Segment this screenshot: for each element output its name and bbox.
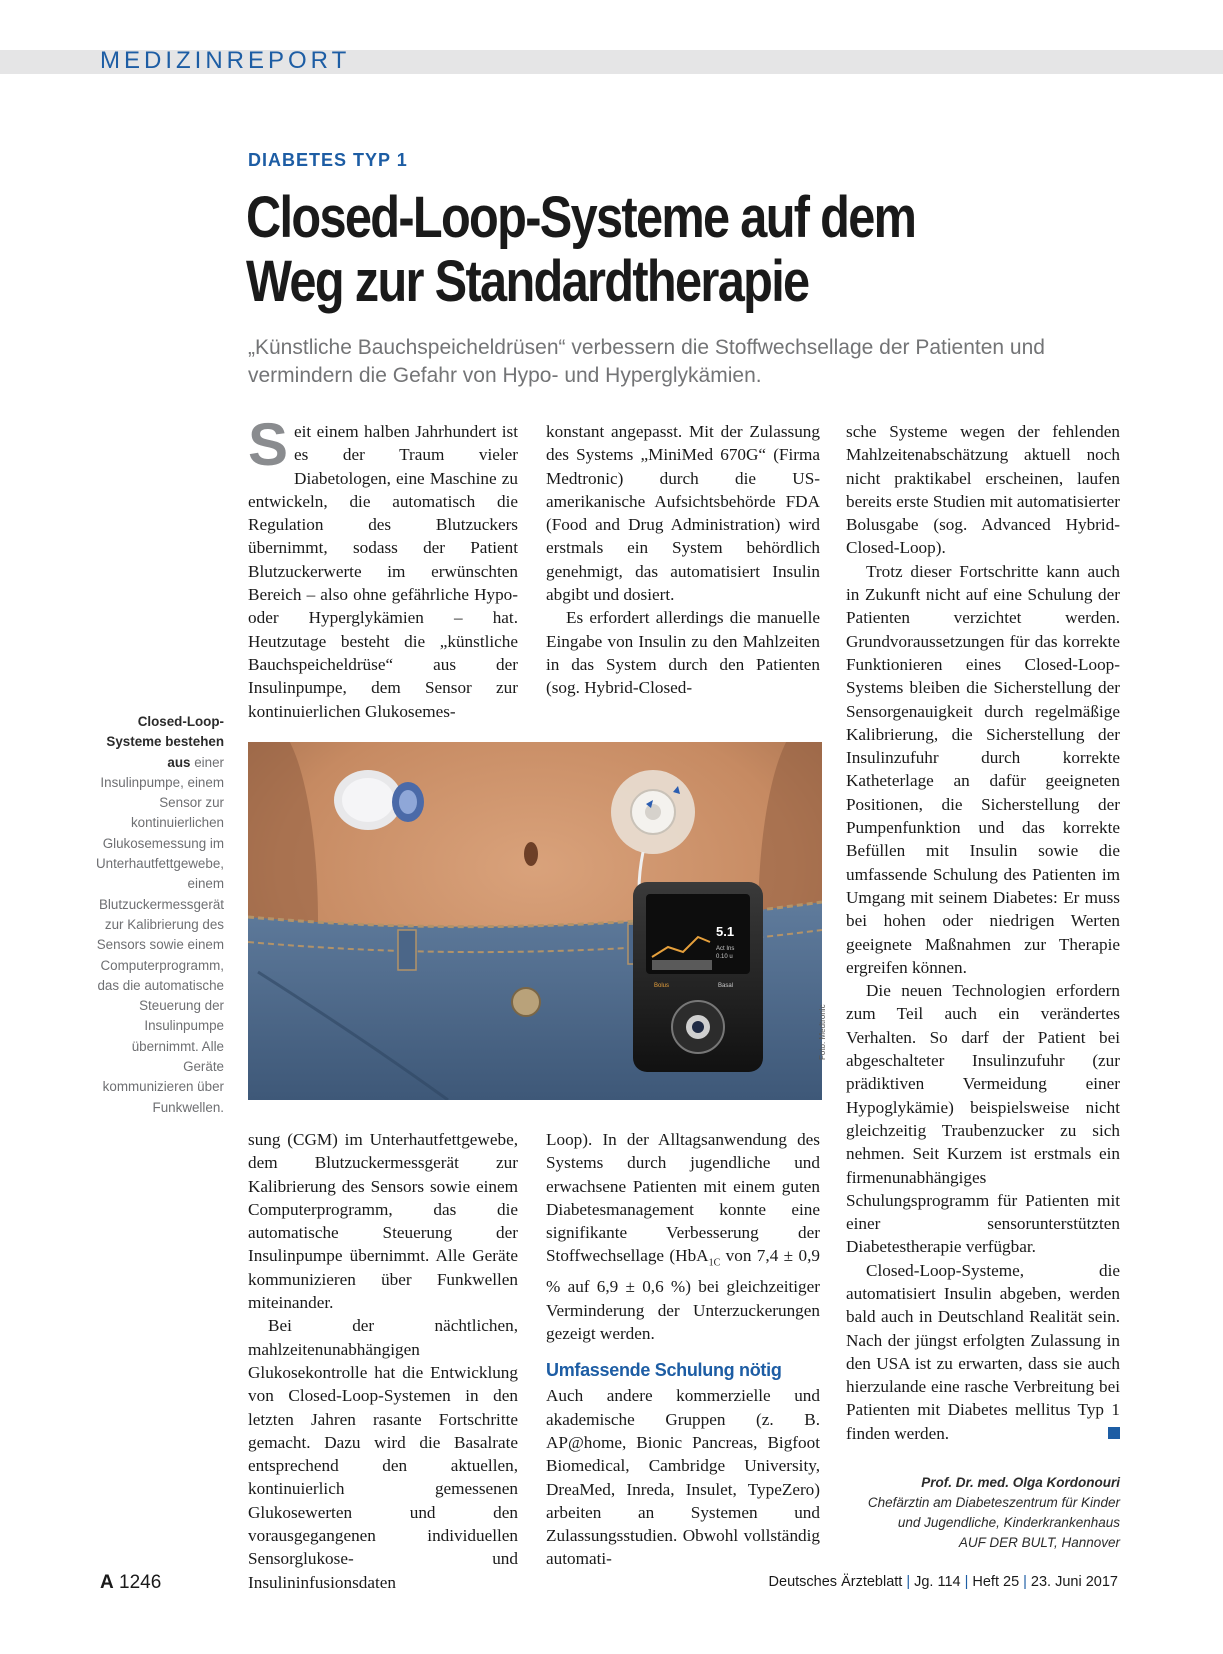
- column-2-bottom: [546, 1128, 820, 1571]
- insulin-pump: [633, 882, 763, 1072]
- column-2-top: [546, 420, 820, 700]
- journal-date: 23. Juni 2017: [1030, 1574, 1118, 1590]
- pump-tab-basal: Basal: [718, 983, 734, 989]
- section-label: MEDIZINREPORT: [100, 47, 351, 74]
- author-role: Chefärztin am Diabeteszentrum für Kinder: [867, 1495, 1120, 1510]
- subscript: 1C: [708, 1257, 721, 1269]
- paragraph-text: Closed-Loop-Systeme, die automatisiert Insulin abgeben, werden bald auch in Deutschland Realität sein. Nach der jüngst erfolgten Zulassung in den USA ist zu erwarten, dass sie auch hierzulande eine rasche Verbreitung bei Patienten mit Diabetes mellitus Typ 1 finden werden.: [846, 1260, 1120, 1443]
- paragraph-text: Loop). In der Alltagsanwendung des Systems durch jugendliche und erwachsene Patienten mit einem guten Diabetesmanagement konnte eine signifikante Verbesserung der Stoffwechsellage (HbA: [546, 1130, 820, 1266]
- paragraph: [846, 1259, 1120, 1445]
- pump-glucose-value: 5.1: [716, 924, 735, 939]
- article-photo: [248, 742, 822, 1100]
- image-caption: [94, 712, 224, 1118]
- end-mark-icon: [1108, 1427, 1120, 1439]
- article-title: Closed-Loop-Systeme auf dem Weg zur Standardtherapie: [246, 185, 916, 314]
- paragraph: Es erfordert allerdings die manuelle Eingabe von Insulin zu den Mahlzeiten in das System durch den Patienten (sog. Hybrid-Closed-: [546, 608, 820, 698]
- caption-lead: Closed-Loop-Systeme bestehen aus: [106, 714, 224, 770]
- column-1-bottom: [248, 1128, 518, 1594]
- paragraph-text: von 7,4 ± 0,9 % auf 6,9 ± 0,6 %) bei gleichzeitiger Verminderung der Unterzuckerungen gezeigt werden.: [546, 1246, 820, 1343]
- pump-screen-small: 0.10 u: [716, 954, 733, 960]
- photo-illustration: [248, 742, 822, 1100]
- journal-volume: Jg. 114: [914, 1574, 961, 1590]
- author-block: [860, 1473, 1120, 1553]
- column-3: [846, 420, 1120, 1445]
- paragraph: Trotz dieser Fortschritte kann auch in Zukunft nicht auf eine Schulung der Patienten verzichtet werden. Grundvoraussetzungen für das korrekte Funktionieren eines Closed-Loop-Systems bleiben die Sicherstellung der Sensorgenauigkeit durch regelmäßige Kalibrierung, die Sicherstellung der Insulinzufuhr durch korrekte Katheterlage an dafür geeigneten Positionen, die Sicherstellung der Pumpenfunktion und das korrekte Befüllen mit Insulin sowie die umfassende Schulung des Patienten im Umgang mit seinem Diabetes: Er muss bei hohen oder niedrigen Werten geeignete Maßnahmen zur Therapie ergreifen können.: [846, 561, 1120, 977]
- photo-credit: Foto: Medtronic: [818, 1004, 827, 1060]
- paragraph: [248, 411, 518, 723]
- paragraph-text: eit einem halben Jahrhundert ist es der Traum vieler Diabetologen, eine Maschine zu entwickeln, die automatisch die Regulation des Blutzuckers übernimmt, sodass der Patient Blutzuckerwerte im erwünschten Bereich – also ohne gefährliche Hypo- oder Hyperglykämien – hat. Heutzutage besteht die „künstliche Bauchspeicheldrüse“ aus der Insulinpumpe, dem Sensor zur kontinuierlichen Glukosemes-: [248, 422, 518, 721]
- paragraph: sung (CGM) im Unterhautfettgewebe, dem Blutzuckermessgerät zur Kalibrierung des Sensors sowie einem Computerprogramm, das die automatische Steuerung der Insulinpumpe übernimmt. Alle Geräte kommunizieren über Funkwellen miteinander.: [248, 1130, 518, 1313]
- section-heading: Umfassende Schulung nötig: [546, 1360, 782, 1381]
- page-number-value: 1246: [119, 1572, 162, 1593]
- column-1-top: [248, 411, 518, 723]
- paragraph: konstant angepasst. Mit der Zulassung des Systems „MiniMed 670G“ (Firma Medtronic) durch die US-amerikanische Aufsichtsbehörde FDA (Food and Drug Administration) wird erstmals ein System behördlich genehmigt, das automatisiert Insulin abgibt und dosiert.: [546, 422, 820, 605]
- journal-issue: Heft 25: [972, 1574, 1020, 1590]
- paragraph: sche Systeme wegen der fehlenden Mahlzeitenabschätzung aktuell noch nicht praktikabel erscheinen, laufen bereits erste Studien mit automatisierter Bolusgabe (sog. Advanced Hybrid-Closed-Loop).: [846, 422, 1120, 558]
- author-role: AUF DER BULT, Hannover: [958, 1535, 1120, 1550]
- paragraph: Bei der nächtlichen, mahlzeitenunabhängigen Glukosekontrolle hat die Entwicklung von Closed-Loop-Systemen in den letzten Jahren rasante Fortschritte gemacht. Dazu wird die Basalrate entsprechend den aktuellen, kontinuierlich gemessenen Glukosewerten und den vorausgegangenen individuellen Sensorglukose- und Insulininfusionsdaten: [248, 1316, 518, 1592]
- paragraph: Auch andere kommerzielle und akademische Gruppen (z. B. AP@home, Bionic Pancreas, Bigfoot Biomedical, Cambridge University, DreaMed, Inreda, Insulet, TypeZero) arbeiten an Systemen und Zulassungsstudien. Obwohl vollständig automati-: [546, 1386, 820, 1569]
- caption-text: einer Insulinpumpe, einem Sensor zur kontinuierlichen Glukosemessung im Unterhautfettgewebe, einem Blutzuckermessgerät zur Kalibrierung des Sensors sowie einem Computerprogramm, das die automatische Steuerung der Insulinpumpe übernimmt. Alle Geräte kommunizieren über Funkwellen.: [95, 754, 224, 1115]
- article-kicker: DIABETES TYP 1: [248, 150, 408, 170]
- pump-tab-bolus: Bolus: [654, 983, 670, 989]
- journal-info: Deutsches Ärzteblatt | Jg. 114 | Heft 25 | 23. Juni 2017: [768, 1574, 1118, 1590]
- drop-cap: S: [248, 411, 289, 478]
- paragraph: [546, 1128, 820, 1345]
- paragraph: Die neuen Technologien erfordern zum Teil auch ein verändertes Verhalten. So darf der Patient bei abgeschalteter Insulinzufuhr (zur prädiktiven Vermeidung einer Hypoglykämie) beispielsweise nicht gleichzeitig Traubenzucker zu sich nehmen. Seit Kurzem ist erstmals ein firmenunabhängiges Schulungsprogramm für Patienten mit einer sensorunterstützten Diabetestherapie verfügbar.: [846, 981, 1120, 1257]
- page-prefix: A: [100, 1572, 114, 1593]
- author-name: Prof. Dr. med. Olga Kordonouri: [921, 1475, 1120, 1490]
- author-role: und Jugendliche, Kinderkrankenhaus: [897, 1515, 1120, 1530]
- article-subtitle: „Künstliche Bauchspeicheldrüsen“ verbessern die Stoffwechsellage der Patienten und vermindern die Gefahr von Hypo- und Hyperglykämien.: [248, 336, 1045, 387]
- page-number: [100, 1572, 161, 1594]
- journal-name: Deutsches Ärzteblatt: [768, 1574, 903, 1590]
- pump-screen-label: Act Ins: [716, 946, 735, 952]
